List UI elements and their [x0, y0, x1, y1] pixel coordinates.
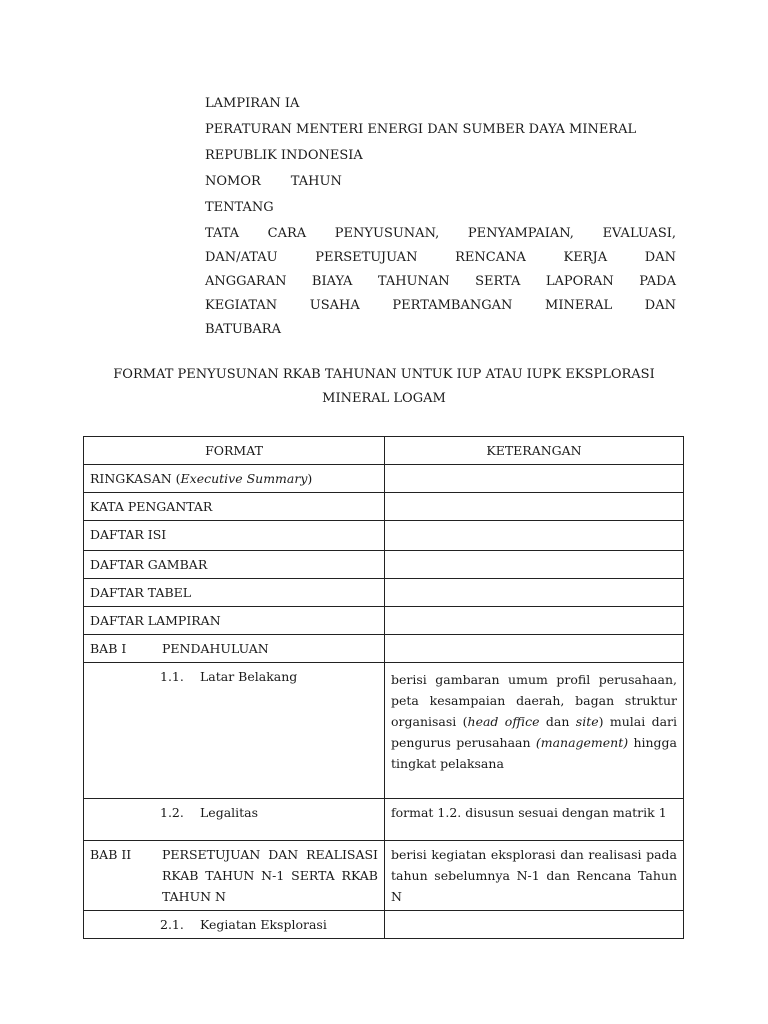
- s11-desc-part3: hingga tingkat pelaksana: [391, 735, 677, 771]
- subject-line: KEGIATAN USAHA PERTAMBANGAN MINERAL DAN: [205, 298, 676, 313]
- table-row: [84, 551, 684, 579]
- s11-number: 1.1.: [160, 669, 184, 684]
- document-header: [205, 92, 676, 342]
- table-row: [84, 841, 684, 911]
- daftar-lampiran-cell: DAFTAR LAMPIRAN: [84, 607, 385, 635]
- subject-line: TATA CARA PENYUSUNAN, PENYAMPAIAN, EVALUASI,: [205, 226, 676, 241]
- table-row: [84, 663, 684, 799]
- format-title-line2: MINERAL LOGAM: [322, 391, 446, 406]
- s11-title: Latar Belakang: [200, 669, 298, 684]
- tahun-label: TAHUN: [290, 174, 342, 189]
- s11-desc-part2: ) mulai dari pengurus perusahaan: [391, 714, 678, 750]
- s11-desc-part1: berisi gambaran umum profil perusahaan, peta kesampaian daerah, bagan struktur organisasi (: [391, 672, 677, 729]
- subject-block: [205, 222, 676, 342]
- format-title-line1: FORMAT PENYUSUNAN RKAB TAHUNAN UNTUK IUP ATAU IUPK EKSPLORASI: [113, 367, 655, 382]
- lampiran-label: LAMPIRAN IA: [205, 96, 300, 111]
- ringkasan-cell: [84, 465, 385, 493]
- bab1-number: BAB I: [90, 641, 127, 656]
- empty-cell: [385, 465, 684, 493]
- table-row: [84, 579, 684, 607]
- empty-cell: [385, 551, 684, 579]
- table-row: [84, 799, 684, 841]
- header-format: FORMAT: [84, 437, 385, 465]
- daftar-gambar-cell: DAFTAR GAMBAR: [84, 551, 385, 579]
- s11-desc-dan: dan: [539, 714, 576, 729]
- subject-line: ANGGARAN BIAYA TAHUNAN SERTA LAPORAN PADA: [205, 274, 676, 289]
- republic-label: REPUBLIK INDONESIA: [205, 148, 363, 163]
- bab2-description: berisi kegiatan eksplorasi dan realisasi pada tahun sebelumnya N-1 dan Rencana Tahun N: [385, 841, 684, 911]
- empty-cell: [385, 607, 684, 635]
- s11-description: [385, 663, 684, 799]
- s12-cell: [84, 799, 385, 841]
- regulation-title: PERATURAN MENTERI ENERGI DAN SUMBER DAYA MINERAL: [205, 122, 637, 137]
- table-row: [84, 465, 684, 493]
- format-table: [83, 436, 684, 939]
- empty-cell: [385, 635, 684, 663]
- s21-title: Kegiatan Eksplorasi: [200, 917, 327, 932]
- bab2-title: PERSETUJUAN DAN REALISASI RKAB TAHUN N-1 SERTA RKAB TAHUN N: [162, 847, 378, 904]
- s12-title: Legalitas: [200, 805, 259, 820]
- bab2-cell: [84, 841, 385, 911]
- bab1-title: PENDAHULUAN: [162, 641, 269, 656]
- kata-pengantar-cell: KATA PENGANTAR: [84, 493, 385, 521]
- s11-cell: [84, 663, 385, 799]
- s12-number: 1.2.: [160, 805, 184, 820]
- ringkasan-text: RINGKASAN (: [90, 471, 181, 486]
- management-text: (management): [535, 735, 629, 750]
- site-text: site: [575, 714, 599, 729]
- table-row: [84, 635, 684, 663]
- daftar-isi-cell: DAFTAR ISI: [84, 521, 385, 551]
- executive-summary-text: Executive Summary: [180, 471, 308, 486]
- subject-line: DAN/ATAU PERSETUJUAN RENCANA KERJA DAN: [205, 250, 676, 265]
- empty-cell: [385, 579, 684, 607]
- nomor-tahun-line: [205, 170, 676, 194]
- bab2-number: BAB II: [90, 847, 132, 862]
- head-office-text: head office: [467, 714, 540, 729]
- ringkasan-close: ): [307, 471, 313, 486]
- empty-cell: [385, 493, 684, 521]
- table-header-row: [84, 437, 684, 465]
- format-title: [80, 363, 688, 411]
- header-keterangan: KETERANGAN: [385, 437, 684, 465]
- empty-cell: [385, 911, 684, 939]
- daftar-tabel-cell: DAFTAR TABEL: [84, 579, 385, 607]
- table-row: [84, 493, 684, 521]
- empty-cell: [385, 521, 684, 551]
- s21-cell: [84, 911, 385, 939]
- subject-line: BATUBARA: [205, 322, 281, 337]
- table-row: [84, 521, 684, 551]
- table-row: [84, 607, 684, 635]
- s21-number: 2.1.: [160, 917, 184, 932]
- s12-description: format 1.2. disusun sesuai dengan matrik 1: [385, 799, 684, 841]
- nomor-label: NOMOR: [205, 174, 261, 189]
- table-row: [84, 911, 684, 939]
- tentang-label: TENTANG: [205, 200, 274, 215]
- bab1-cell: [84, 635, 385, 663]
